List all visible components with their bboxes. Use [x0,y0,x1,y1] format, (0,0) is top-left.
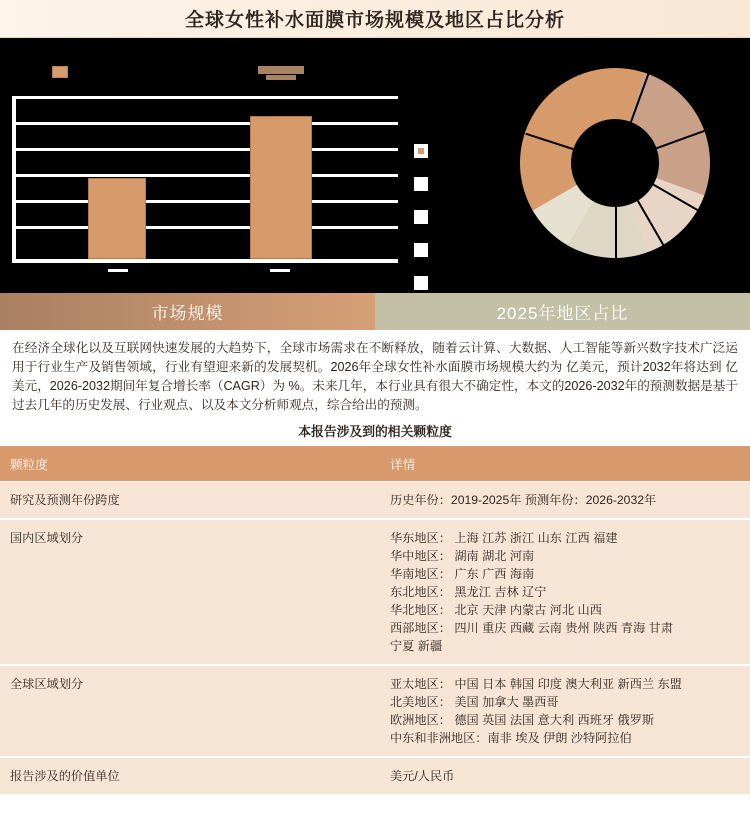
charts-region [0,38,750,293]
detail-line: 东北地区： 黑龙江 吉林 辽宁 [390,585,547,599]
row-name-domestic-regions: 国内区域划分 [0,519,380,665]
x-tick [270,269,290,272]
gridline [12,96,398,99]
table-header-row [0,446,750,482]
detail-line: 西部地区： 四川 重庆 西藏 云南 贵州 陕西 青海 甘肃 [390,621,674,635]
detail-line: 美元/人民币 [390,769,455,783]
intro-paragraph: 在经济全球化以及互联网快速发展的大趋势下，全球市场需求在不断释放，随着云计算、大数据、人工智能等新兴数字技术广泛运用于行业生产及销售领域，行业有望迎来新的发展契机。2026年全球女性补水面膜市场规模大约为 亿美元，预计2032年将达到 亿美元，2026-2032期间年复合增长率（CAGR）为 %。未来几年，本行业具有很大不确定性，本文的2026-2032年的预测数据是基于过去几年的历史发展、行业观点、以及本文分析师观点，综合给出的预测。 [12,341,738,412]
row-detail-domestic-regions [380,519,750,665]
bar-chart [0,38,410,293]
slice-divider [615,163,617,258]
bar-chart-plot [12,96,398,263]
slice-divider [615,73,649,163]
legend-box-2 [414,177,428,191]
detail-line: 北美地区： 美国 加拿大 墨西哥 [390,695,559,709]
table-row [0,519,750,665]
slice-divider [525,133,616,164]
page-title-bar [0,0,750,38]
row-detail-value-unit [380,757,750,795]
x-axis [12,259,398,263]
detail-line: 历史年份：2019-2025年 预测年份：2026-2032年 [390,493,657,507]
chart-caption-tabs [0,293,750,330]
table-row [0,665,750,757]
x-tick [108,269,128,272]
section-title: 本报告涉及到的相关颗粒度 [298,424,452,439]
detail-line: 中东和非洲地区：南非 埃及 伊朗 沙特阿拉伯 [390,731,632,745]
legend-swatch-series [52,66,68,78]
table-row [0,757,750,795]
table-header-detail: 详情 [380,446,750,482]
tab-market-size[interactable] [0,293,375,330]
detail-line: 宁夏 新疆 [390,639,443,653]
table-row [0,482,750,520]
gridline [12,226,398,229]
legend-box-4 [414,243,428,257]
donut-ring [520,68,710,258]
granularity-table [0,446,750,796]
row-detail-global-regions [380,665,750,757]
legend-label-blurred-2 [266,75,296,80]
detail-line: 亚太地区： 中国 日本 韩国 印度 澳大利亚 新西兰 东盟 [390,677,682,691]
row-name-value-unit: 报告涉及的价值单位 [0,757,380,795]
gridline [12,200,398,203]
bar-series-2 [250,116,312,259]
legend-label-blurred [258,66,304,74]
gridline [12,122,398,125]
legend-box-5 [414,276,428,290]
pie-legend-boxes [414,144,434,309]
row-detail-years [380,482,750,520]
gridline [12,148,398,151]
slice-divider [616,162,699,211]
legend-box-3 [414,210,428,224]
row-name-years: 研究及预测年份跨度 [0,482,380,520]
detail-line: 华北地区： 北京 天津 内蒙古 河北 山西 [390,603,602,617]
tab-region-share-label: 2025年地区占比 [496,304,629,323]
detail-line: 华中地区： 湖南 湖北 河南 [390,549,535,563]
slice-divider [615,163,664,246]
detail-line: 华南地区： 广东 广西 海南 [390,567,535,581]
bar-series-1 [88,178,146,259]
slice-divider [616,130,706,164]
gridline [12,174,398,177]
detail-line: 华东地区： 上海 江苏 浙江 山东 江西 福建 [390,531,618,545]
legend-box-1 [414,144,428,158]
bar-chart-legend [0,56,410,90]
page-title: 全球女性补水面膜市场规模及地区占比分析 [184,10,565,31]
detail-line: 欧洲地区： 德国 英国 法国 意大利 西班牙 俄罗斯 [390,713,655,727]
tab-market-size-label: 市场规模 [151,304,224,323]
pie-chart [498,54,728,279]
table-header-granularity: 颗粒度 [0,446,380,482]
row-name-global-regions: 全球区域划分 [0,665,380,757]
